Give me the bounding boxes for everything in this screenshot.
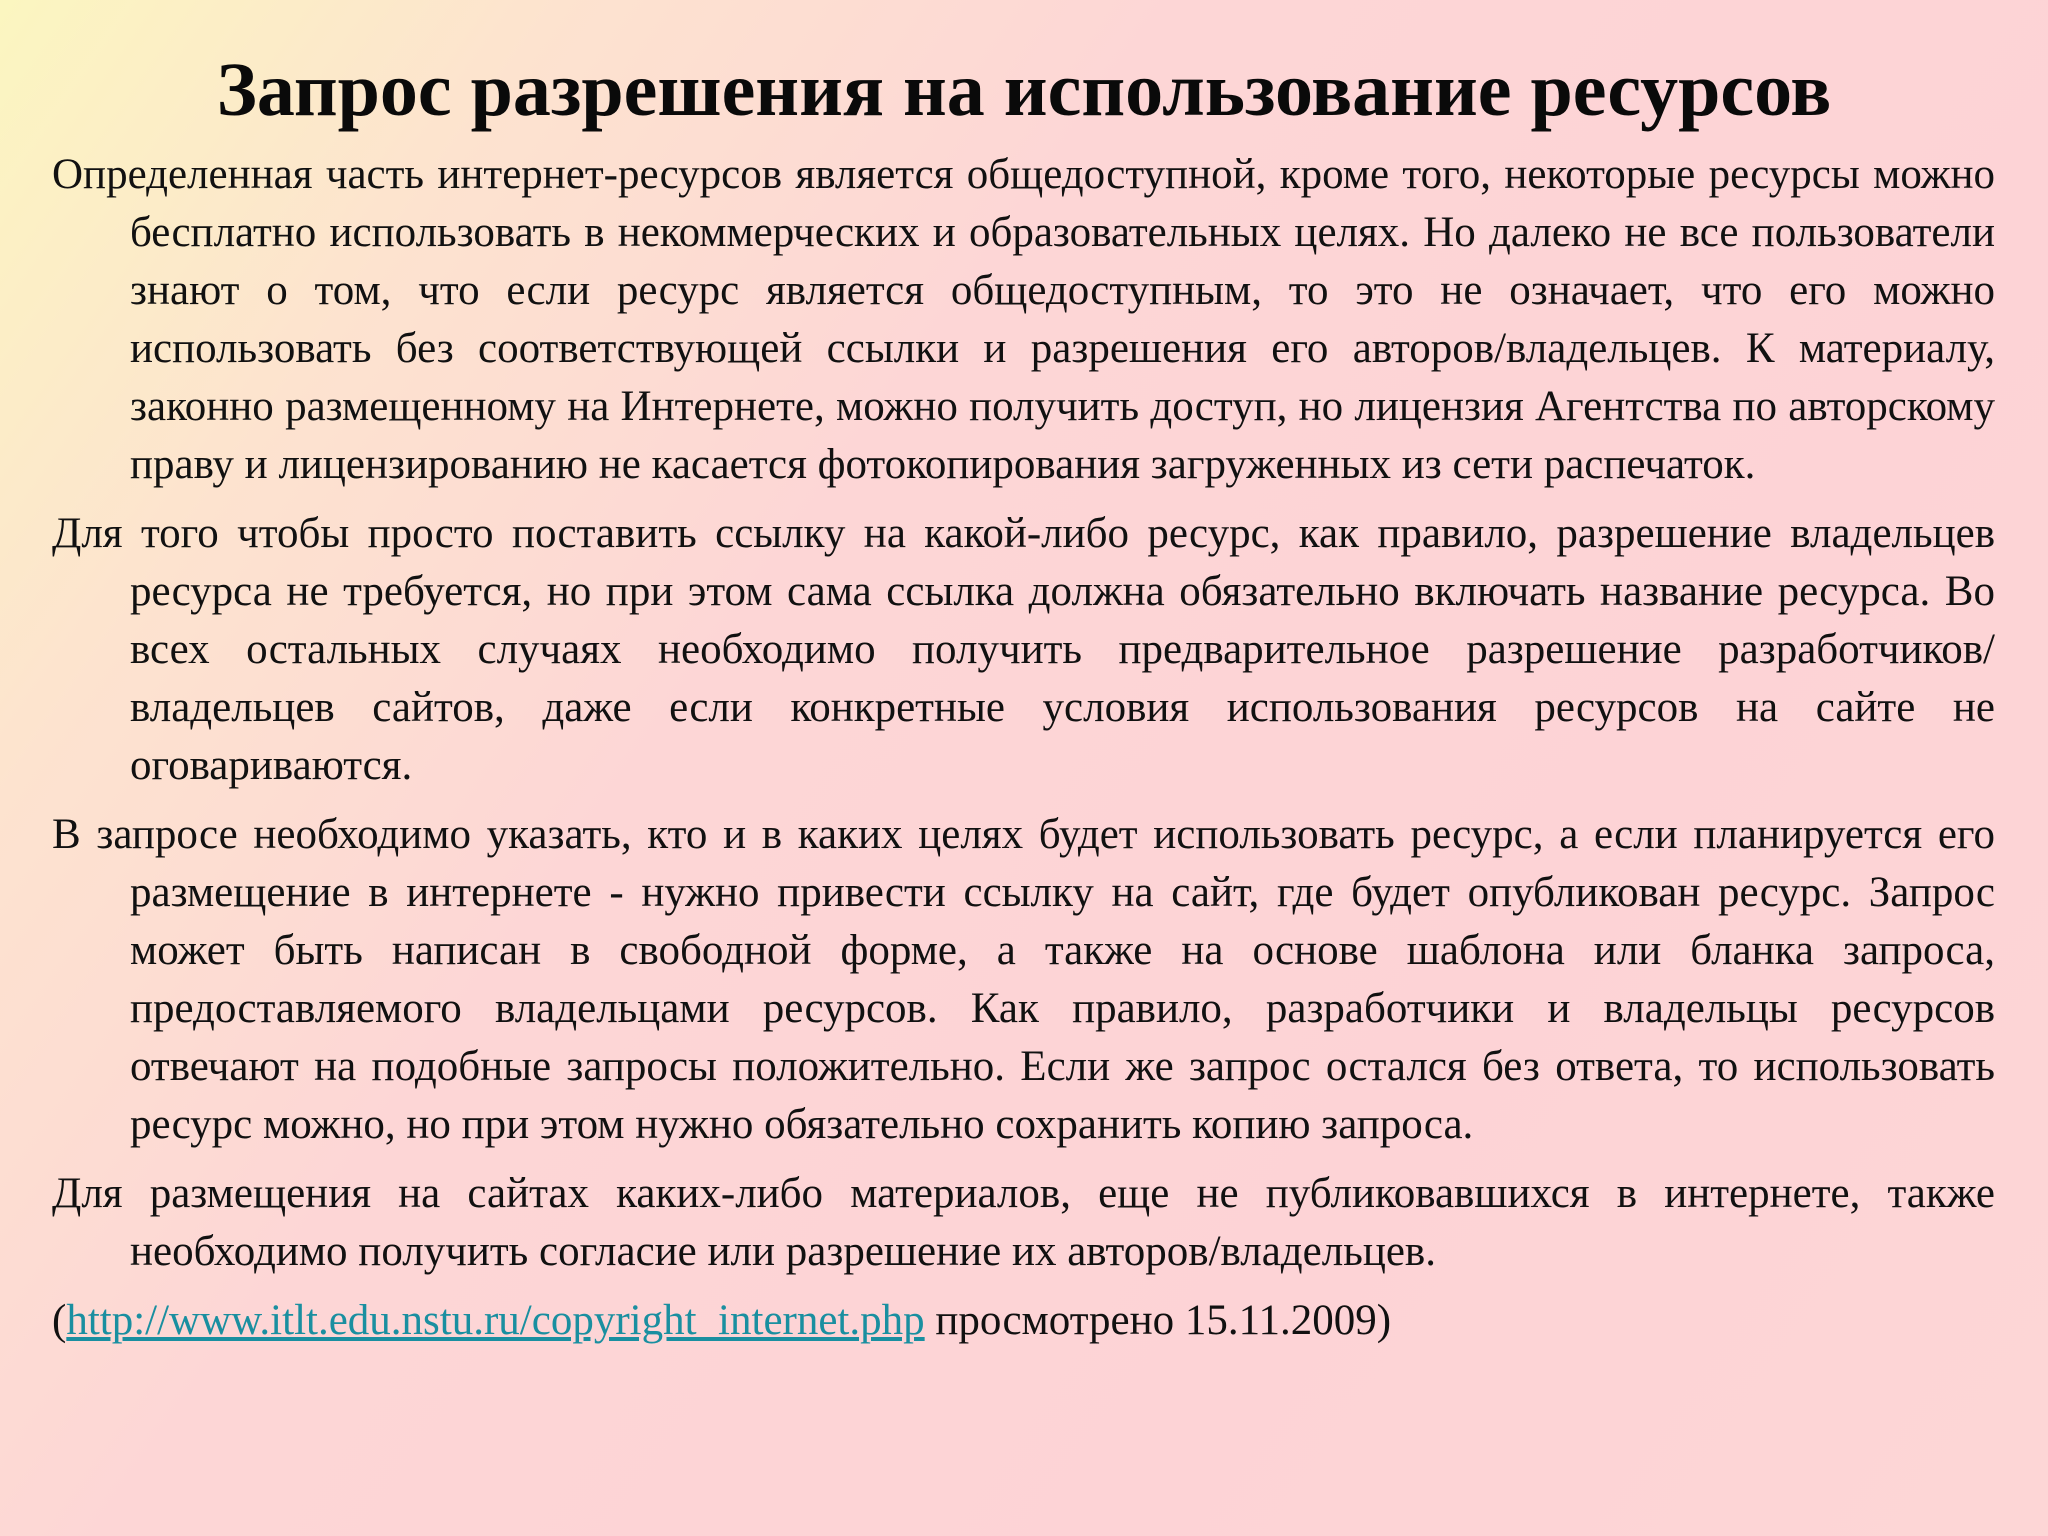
paragraph-linking: Для того чтобы просто поставить ссылку на какой-либо ресурс, как правило, разрешение владельцев ресурса не требуется, но при этом сама ссылка должна обязательно включать название ресурса. Во всех остальных случаях необходимо получить предварительное разрешение разработчиков/владельцев сайтов, даже если конкретные условия использования ресурсов на сайте не оговариваются. — [52, 510, 1995, 789]
source-open-paren: ( — [52, 1297, 67, 1344]
source-link[interactable]: http://www.itlt.edu.nstu.ru/copyright_internet.php — [66, 1297, 925, 1344]
paragraph-unpublished: Для размещения на сайтах каких-либо материалов, еще не публиковавшихся в интернете, также необходимо получить согласие или разрешение их авторов/владельцев. — [52, 1170, 1995, 1275]
paragraph-request: В запросе необходимо указать, кто и в каких целях будет использовать ресурс, а если планируется его размещение в интернете - нужно привести ссылку на сайт, где будет опубликован ресурс. Запрос может быть написан в свободной форме, а также на основе шаблона или бланка запроса, предоставляемого владельцами ресурсов. Как правило, разработчики и владельцы ресурсов отвечают на подобные запросы положительно. Если же запрос остался без ответа, то использовать ресурс можно, но при этом нужно обязательно сохранить копию запроса. — [52, 811, 1995, 1148]
source-citation — [52, 1292, 1995, 1350]
slide-body — [52, 146, 1995, 1350]
source-viewed-date: просмотрено 15.11.2009) — [924, 1297, 1392, 1344]
slide-title: Запрос разрешения на использование ресурсов — [216, 48, 1832, 132]
paragraph-public-resources: Определенная часть интернет-ресурсов является общедоступной, кроме того, некоторые ресурсы можно бесплатно использовать в некоммерческих и образовательных целях. Но далеко не все пользователи знают о том, что если ресурс является общедоступным, то это не означает, что его можно использовать без соответствующей ссылки и разрешения его авторов/владельцев. К материалу, законно размещенному на Интернете, можно получить доступ, но лицензия Агентства по авторскому праву и лицензированию не касается фотокопирования загруженных из сети распечаток. — [52, 151, 1995, 488]
